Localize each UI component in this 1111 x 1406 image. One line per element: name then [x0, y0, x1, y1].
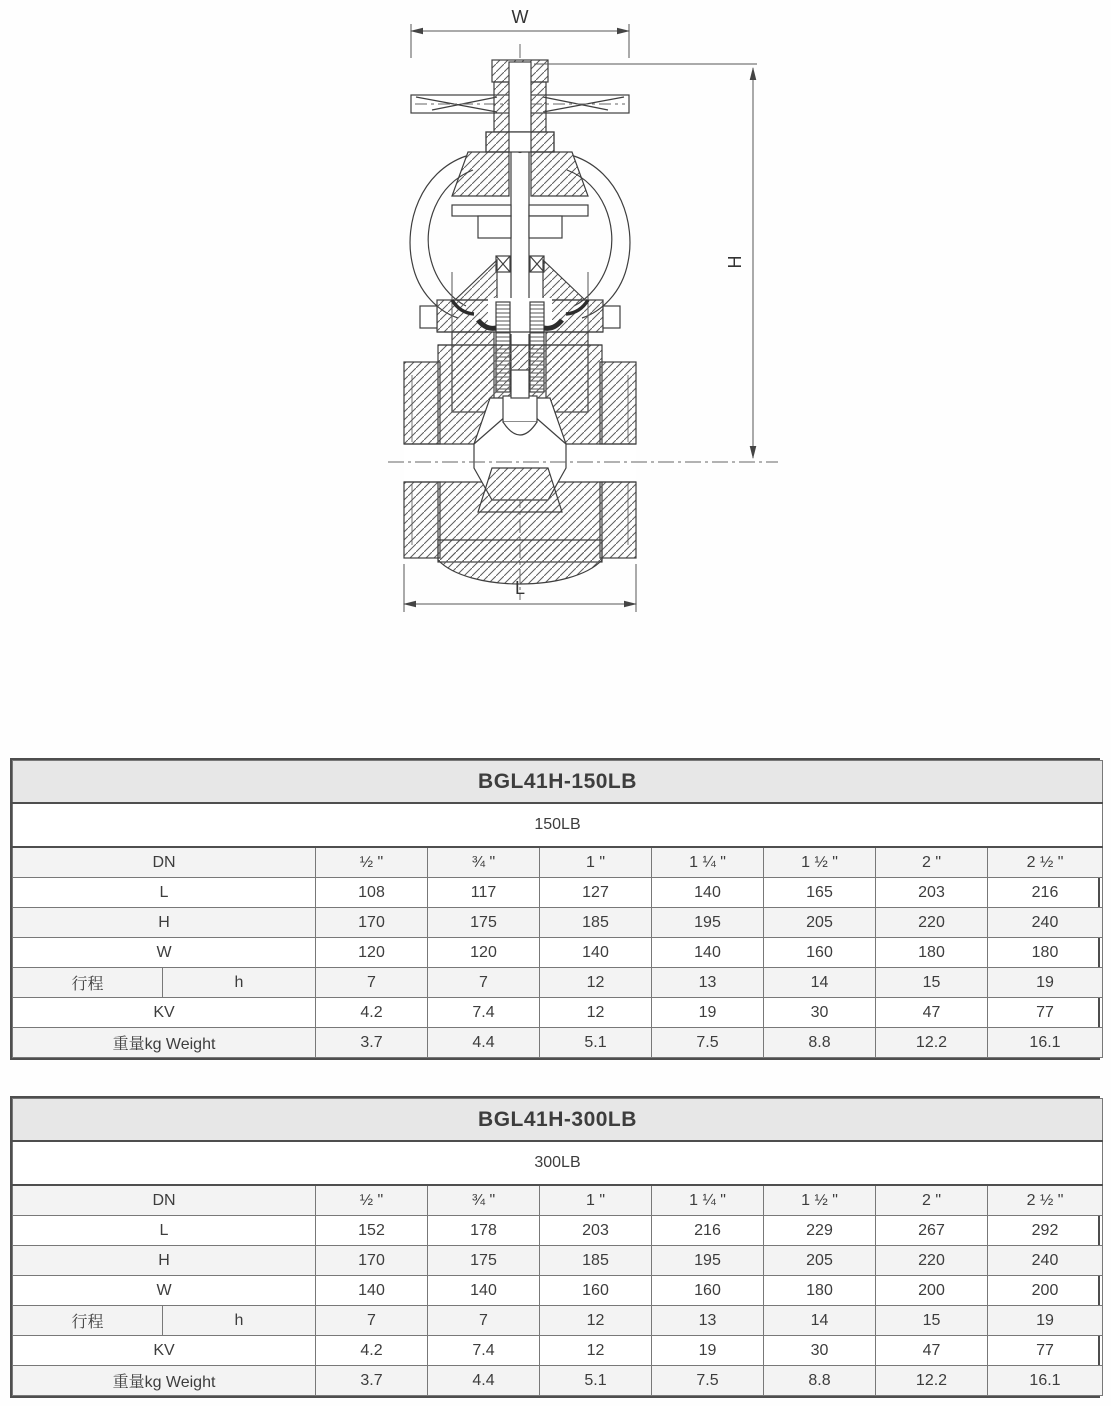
spec-table-300lb — [10, 1096, 1100, 1398]
row-label: DN — [13, 847, 316, 878]
spec-value-cell: 140 — [652, 878, 764, 908]
row-label: H — [13, 908, 316, 938]
spec-value-cell: 180 — [988, 938, 1103, 968]
spec-value-cell: 292 — [988, 1216, 1103, 1246]
spec-value-cell: 160 — [652, 1276, 764, 1306]
spec-value-cell: 203 — [876, 878, 988, 908]
spec-value-cell: 16.1 — [988, 1028, 1103, 1058]
spec-value-cell: 8.8 — [764, 1028, 876, 1058]
spec-value-cell: 240 — [988, 908, 1103, 938]
spec-value-cell: 7.4 — [428, 998, 540, 1028]
spec-value-cell: 4.2 — [316, 998, 428, 1028]
spec-value-cell: 160 — [540, 1276, 652, 1306]
row-label: W — [13, 1276, 316, 1306]
spec-value-cell: 195 — [652, 1246, 764, 1276]
table-title: BGL41H-150LB — [13, 761, 1103, 804]
row-label: 重量kg Weight — [13, 1366, 316, 1396]
spec-value-cell: 15 — [876, 968, 988, 998]
dimension-label-w: W — [511, 7, 529, 27]
spec-value-cell: 220 — [876, 908, 988, 938]
spec-value-cell: 19 — [652, 1336, 764, 1366]
spec-value-cell: 77 — [988, 998, 1103, 1028]
spec-value-cell: 3.7 — [316, 1366, 428, 1396]
spec-value-cell: ¾ " — [428, 847, 540, 878]
row-label: KV — [13, 998, 316, 1028]
row-label: 重量kg Weight — [13, 1028, 316, 1058]
table-row — [13, 968, 1103, 998]
table-row — [13, 908, 1103, 938]
spec-table-150lb — [10, 758, 1100, 1060]
row-label: 行程 — [13, 968, 163, 998]
spec-value-cell: 12 — [540, 1306, 652, 1336]
spec-value-cell: 4.4 — [428, 1028, 540, 1058]
spec-value-cell: 7.5 — [652, 1366, 764, 1396]
row-label: W — [13, 938, 316, 968]
spec-value-cell: 200 — [876, 1276, 988, 1306]
spec-value-cell: 13 — [652, 1306, 764, 1336]
spec-value-cell: 1 " — [540, 847, 652, 878]
spec-value-cell: 7 — [316, 968, 428, 998]
table-row — [13, 1336, 1103, 1366]
spec-value-cell: 16.1 — [988, 1366, 1103, 1396]
spec-value-cell: 12 — [540, 1336, 652, 1366]
spec-value-cell: 185 — [540, 1246, 652, 1276]
spec-value-cell: 12.2 — [876, 1028, 988, 1058]
table-row — [13, 1216, 1103, 1246]
spec-value-cell: 175 — [428, 1246, 540, 1276]
dimension-label-l: L — [514, 578, 526, 598]
spec-value-cell: 13 — [652, 968, 764, 998]
spec-value-cell: 185 — [540, 908, 652, 938]
spec-value-cell: 220 — [876, 1246, 988, 1276]
spec-value-cell: 160 — [764, 938, 876, 968]
spec-value-cell: 14 — [764, 1306, 876, 1336]
spec-value-cell: 140 — [540, 938, 652, 968]
valve-body-group — [388, 44, 778, 600]
spec-value-cell: 2 " — [876, 847, 988, 878]
spec-value-cell: 8.8 — [764, 1366, 876, 1396]
spec-value-cell: 117 — [428, 878, 540, 908]
table-row — [13, 1028, 1103, 1058]
table-subtitle: 150LB — [13, 803, 1103, 847]
spec-value-cell: 229 — [764, 1216, 876, 1246]
table-row — [13, 938, 1103, 968]
spec-value-cell: 240 — [988, 1246, 1103, 1276]
spec-value-cell: ½ " — [316, 1185, 428, 1216]
spec-value-cell: 1 ¼ " — [652, 847, 764, 878]
spec-value-cell: 127 — [540, 878, 652, 908]
spec-value-cell: 12 — [540, 968, 652, 998]
spec-value-cell: 140 — [428, 1276, 540, 1306]
spec-value-cell: 77 — [988, 1336, 1103, 1366]
spec-value-cell: 140 — [652, 938, 764, 968]
row-label: DN — [13, 1185, 316, 1216]
row-sub-label: h — [163, 968, 316, 998]
spec-value-cell: 205 — [764, 908, 876, 938]
spec-value-cell: 178 — [428, 1216, 540, 1246]
spec-value-cell: 7 — [428, 968, 540, 998]
spec-value-cell: 203 — [540, 1216, 652, 1246]
row-label: 行程 — [13, 1306, 163, 1336]
table-row — [13, 1276, 1103, 1306]
spec-value-cell: 19 — [652, 998, 764, 1028]
spec-value-cell: 30 — [764, 998, 876, 1028]
spec-value-cell: 14 — [764, 968, 876, 998]
spec-value-cell: 170 — [316, 908, 428, 938]
table-subtitle: 300LB — [13, 1141, 1103, 1185]
spec-value-cell: 19 — [988, 968, 1103, 998]
spec-value-cell: 175 — [428, 908, 540, 938]
spec-value-cell: 5.1 — [540, 1028, 652, 1058]
spec-value-cell: 30 — [764, 1336, 876, 1366]
dimension-label-h: H — [725, 255, 745, 269]
spec-value-cell: 12.2 — [876, 1366, 988, 1396]
spec-value-cell: 47 — [876, 1336, 988, 1366]
table-row — [13, 1185, 1103, 1216]
spec-value-cell: 15 — [876, 1306, 988, 1336]
table-row — [13, 847, 1103, 878]
table-row — [13, 998, 1103, 1028]
spec-value-cell: 180 — [876, 938, 988, 968]
spec-value-cell: 7.4 — [428, 1336, 540, 1366]
table-row — [13, 1246, 1103, 1276]
spec-value-cell: ½ " — [316, 847, 428, 878]
spec-value-cell: 152 — [316, 1216, 428, 1246]
spec-value-cell: 2 ½ " — [988, 1185, 1103, 1216]
spec-value-cell: 216 — [652, 1216, 764, 1246]
spec-value-cell: 140 — [316, 1276, 428, 1306]
spec-value-cell: 4.2 — [316, 1336, 428, 1366]
spec-value-cell: 1 ¼ " — [652, 1185, 764, 1216]
spec-value-cell: ¾ " — [428, 1185, 540, 1216]
spec-value-cell: 170 — [316, 1246, 428, 1276]
spec-value-cell: 195 — [652, 908, 764, 938]
spec-value-cell: 3.7 — [316, 1028, 428, 1058]
spec-value-cell: 1 ½ " — [764, 847, 876, 878]
spec-value-cell: 47 — [876, 998, 988, 1028]
table-row — [13, 1306, 1103, 1336]
spec-value-cell: 7.5 — [652, 1028, 764, 1058]
row-label: L — [13, 878, 316, 908]
table-row — [13, 878, 1103, 908]
table-row — [13, 1366, 1103, 1396]
spec-value-cell: 12 — [540, 998, 652, 1028]
spec-value-cell: 2 " — [876, 1185, 988, 1216]
spec-value-cell: 7 — [428, 1306, 540, 1336]
spec-value-cell: 5.1 — [540, 1366, 652, 1396]
spec-value-cell: 7 — [316, 1306, 428, 1336]
spec-value-cell: 216 — [988, 878, 1103, 908]
row-label: L — [13, 1216, 316, 1246]
row-label: H — [13, 1246, 316, 1276]
spec-value-cell: 165 — [764, 878, 876, 908]
spec-value-cell: 1 ½ " — [764, 1185, 876, 1216]
spec-value-cell: 267 — [876, 1216, 988, 1246]
table-title: BGL41H-300LB — [13, 1099, 1103, 1142]
spec-value-cell: 4.4 — [428, 1366, 540, 1396]
spec-value-cell: 108 — [316, 878, 428, 908]
spec-value-cell: 180 — [764, 1276, 876, 1306]
spec-value-cell: 120 — [428, 938, 540, 968]
spec-value-cell: 120 — [316, 938, 428, 968]
spec-value-cell: 19 — [988, 1306, 1103, 1336]
spec-value-cell: 200 — [988, 1276, 1103, 1306]
spec-value-cell: 205 — [764, 1246, 876, 1276]
spec-value-cell: 1 " — [540, 1185, 652, 1216]
row-sub-label: h — [163, 1306, 316, 1336]
spec-value-cell: 2 ½ " — [988, 847, 1103, 878]
row-label: KV — [13, 1336, 316, 1366]
